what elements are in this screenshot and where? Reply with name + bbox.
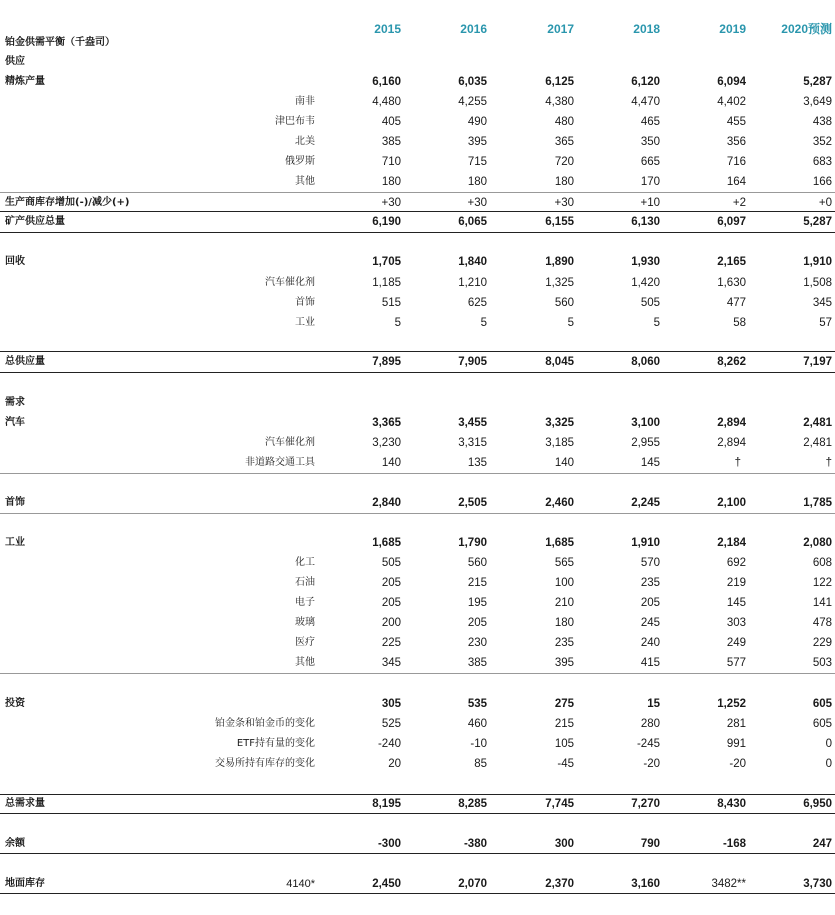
cell-value: 8,262 (717, 356, 746, 368)
cell-value: 2,840 (372, 497, 401, 509)
cell-value: 15 (647, 698, 660, 710)
table-row (0, 453, 835, 473)
cell-value: 219 (726, 577, 746, 589)
cell-value: 356 (726, 136, 746, 148)
cell-value: 991 (726, 738, 746, 750)
cell-value: 3,100 (631, 417, 660, 429)
row-label: 余额 (5, 838, 25, 849)
row-label: 矿产供应总量 (5, 216, 65, 227)
cell-value: 2,070 (458, 878, 487, 890)
cell-value: -245 (636, 738, 660, 750)
cell-value: 180 (554, 176, 574, 188)
cell-value: +0 (818, 197, 832, 209)
cell-value: 195 (467, 597, 487, 609)
table-row (0, 553, 835, 573)
cell-value: -10 (470, 738, 487, 750)
cell-value: 6,130 (631, 216, 660, 228)
row-label: 汽车催化剂 (265, 277, 315, 288)
cell-value: 210 (554, 597, 574, 609)
year-header: 2020预测 (781, 22, 832, 36)
cell-value: 2,894 (717, 437, 746, 449)
cell-value: 3,325 (545, 417, 574, 429)
row-label: 汽车催化剂 (265, 437, 315, 448)
cell-value: 303 (726, 617, 746, 629)
cell-value: 3482** (711, 878, 746, 890)
cell-value: 229 (812, 637, 832, 649)
cell-value: 85 (474, 758, 487, 770)
cell-value: 560 (554, 297, 574, 309)
cell-value: 1,685 (372, 537, 401, 549)
year-header: 2017 (547, 22, 574, 36)
cell-value: 5,287 (803, 76, 832, 88)
table-row (0, 834, 835, 854)
cell-value: 5 (480, 317, 487, 329)
cell-value: 166 (812, 176, 832, 188)
cell-value: 145 (640, 457, 660, 469)
cell-value: 2,245 (631, 497, 660, 509)
cell-value: 3,160 (631, 878, 660, 890)
cell-value: 6,190 (372, 216, 401, 228)
cell-value: 4,380 (545, 96, 574, 108)
cell-value: 57 (819, 317, 832, 329)
cell-value: 716 (726, 156, 746, 168)
cell-value: 395 (554, 657, 574, 669)
row-label: 俄罗斯 (285, 156, 315, 167)
year-header: 2018 (633, 22, 660, 36)
cell-value: 790 (640, 838, 660, 850)
cell-value: 58 (733, 317, 746, 329)
cell-value: 345 (381, 657, 401, 669)
table-row (0, 573, 835, 593)
divider (0, 853, 835, 854)
cell-value: 141 (812, 597, 832, 609)
cell-value: 1,910 (803, 256, 832, 268)
table-row (0, 313, 835, 333)
cell-value: 1,785 (803, 497, 832, 509)
row-label: 医疗 (295, 637, 315, 648)
table-row (0, 874, 835, 894)
cell-value: 8,045 (545, 356, 574, 368)
cell-value: -240 (377, 738, 401, 750)
cell-value: 605 (812, 698, 832, 710)
divider (0, 813, 835, 814)
cell-value: 570 (640, 557, 660, 569)
cell-value: 5 (567, 317, 574, 329)
cell-value: 3,730 (803, 878, 832, 890)
cell-value: 6,125 (545, 76, 574, 88)
cell-value: 352 (812, 136, 832, 148)
year-header: 2019 (719, 22, 746, 36)
cell-value: 7,270 (631, 798, 660, 810)
cell-value: 490 (467, 116, 487, 128)
cell-value: 2,505 (458, 497, 487, 509)
cell-value: 385 (467, 657, 487, 669)
cell-value: 6,120 (631, 76, 660, 88)
cell-value: † (825, 457, 832, 469)
cell-value: 1,508 (803, 277, 832, 289)
cell-value: 8,060 (631, 356, 660, 368)
cell-value: 7,745 (545, 798, 574, 810)
row-label: 汽车 (5, 417, 25, 428)
cell-value: 7,197 (803, 356, 832, 368)
cell-value: 4,480 (372, 96, 401, 108)
demand-section-row (0, 393, 835, 413)
cell-value: 170 (640, 176, 660, 188)
cell-value: 710 (381, 156, 401, 168)
cell-value: 3,455 (458, 417, 487, 429)
cell-value: -20 (729, 758, 746, 770)
supply-section-row (0, 52, 835, 72)
row-label: 北美 (295, 136, 315, 147)
cell-value: 100 (554, 577, 574, 589)
cell-value: 625 (467, 297, 487, 309)
cell-value: 2,955 (631, 437, 660, 449)
table-row (0, 613, 835, 633)
row-label: 南非 (295, 96, 315, 107)
cell-value: † (734, 457, 741, 469)
row-label: 其他 (295, 176, 315, 187)
cell-value: 140 (381, 457, 401, 469)
table-row (0, 794, 835, 814)
cell-value: 2,165 (717, 256, 746, 268)
divider (0, 473, 835, 474)
cell-value: 535 (467, 698, 487, 710)
cell-value: 2,450 (372, 878, 401, 890)
cell-value: 345 (812, 297, 832, 309)
cell-value: 6,950 (803, 798, 832, 810)
cell-value: 1,630 (717, 277, 746, 289)
cell-value: 3,230 (372, 437, 401, 449)
cell-value: +30 (467, 197, 487, 209)
cell-value: 235 (554, 637, 574, 649)
cell-value: 415 (640, 657, 660, 669)
cell-value: 560 (467, 557, 487, 569)
table-row (0, 533, 835, 553)
table-row (0, 694, 835, 714)
cell-value: 180 (381, 176, 401, 188)
cell-value: 720 (554, 156, 574, 168)
table-row (0, 132, 835, 152)
cell-value: 2,460 (545, 497, 574, 509)
row-label: 津巴布韦 (275, 116, 315, 127)
table-row (0, 593, 835, 613)
year-header: 2016 (460, 22, 487, 36)
cell-value: 205 (381, 597, 401, 609)
cell-value: 1,840 (458, 256, 487, 268)
row-label: 首饰 (295, 297, 315, 308)
cell-value: 105 (554, 738, 574, 750)
cell-value: 365 (554, 136, 574, 148)
cell-value: 2,894 (717, 417, 746, 429)
table-row (0, 212, 835, 232)
cell-value: 2,370 (545, 878, 574, 890)
cell-value: 3,315 (458, 437, 487, 449)
cell-value: 6,155 (545, 216, 574, 228)
cell-value: 1,790 (458, 537, 487, 549)
divider (0, 513, 835, 514)
year-header: 2015 (374, 22, 401, 36)
cell-value: 2,184 (717, 537, 746, 549)
table-row (0, 433, 835, 453)
cell-value: 7,905 (458, 356, 487, 368)
cell-value: +2 (732, 197, 746, 209)
table-row (0, 152, 835, 172)
cell-value: 122 (812, 577, 832, 589)
cell-value: 215 (554, 718, 574, 730)
cell-value: 249 (726, 637, 746, 649)
table-row (0, 714, 835, 734)
row-label: 石油 (295, 577, 315, 588)
row-label: 非道路交通工具 (245, 457, 315, 468)
table-row (0, 172, 835, 192)
row-label: 总供应量 (5, 356, 45, 367)
cell-value: 247 (812, 838, 832, 850)
cell-value: 665 (640, 156, 660, 168)
cell-value: 525 (381, 718, 401, 730)
cell-value: 385 (381, 136, 401, 148)
row-label: 投资 (5, 698, 25, 709)
table-row (0, 754, 835, 774)
row-label: 工业 (5, 537, 25, 548)
row-label: 总需求量 (5, 798, 45, 809)
row-label: 工业 (295, 317, 315, 328)
cell-value: 1,420 (631, 277, 660, 289)
cell-value: 205 (381, 577, 401, 589)
cell-value: 6,094 (717, 76, 746, 88)
cell-value: 8,285 (458, 798, 487, 810)
cell-value: 230 (467, 637, 487, 649)
table-row (0, 72, 835, 92)
row-label: 电子 (295, 597, 315, 608)
cell-value: 300 (554, 838, 574, 850)
cell-value: 465 (640, 116, 660, 128)
cell-value: 515 (381, 297, 401, 309)
cell-value: 395 (467, 136, 487, 148)
cell-value: 460 (467, 718, 487, 730)
cell-value: 164 (726, 176, 746, 188)
cell-value: 1,185 (372, 277, 401, 289)
cell-value: 1,705 (372, 256, 401, 268)
cell-value: 1,685 (545, 537, 574, 549)
cell-value: 205 (640, 597, 660, 609)
cell-value: -45 (557, 758, 574, 770)
divider (0, 372, 835, 373)
cell-value: 480 (554, 116, 574, 128)
table-row (0, 193, 835, 213)
table-row (0, 352, 835, 372)
cell-value: 6,097 (717, 216, 746, 228)
divider (0, 893, 835, 894)
cell-value: -168 (722, 838, 746, 850)
cell-value: 608 (812, 557, 832, 569)
cell-value: 692 (726, 557, 746, 569)
cell-value: 135 (467, 457, 487, 469)
cell-value: 5 (653, 317, 660, 329)
table-title: 铂金供需平衡（千盎司） (5, 37, 115, 48)
row-label: 玻璃 (295, 617, 315, 628)
row-label: 地面库存 (5, 878, 45, 889)
cell-value: 215 (467, 577, 487, 589)
cell-value: +30 (381, 197, 401, 209)
cell-value: 2,080 (803, 537, 832, 549)
cell-value: 6,035 (458, 76, 487, 88)
cell-value: 0 (825, 738, 832, 750)
cell-value: 275 (554, 698, 574, 710)
cell-value: 2,100 (717, 497, 746, 509)
cell-value: 1,325 (545, 277, 574, 289)
cell-value: 205 (467, 617, 487, 629)
cell-value: 4,470 (631, 96, 660, 108)
row-label: 首饰 (5, 497, 25, 508)
table-row (0, 633, 835, 653)
cell-value: 240 (640, 637, 660, 649)
row-label: 生产商库存增加(-)/减少(+) (5, 197, 130, 208)
cell-value: 8,195 (372, 798, 401, 810)
row-label: ETF持有量的变化 (236, 738, 315, 749)
cell-value: -20 (643, 758, 660, 770)
supply-section-label: 供应 (5, 56, 25, 67)
above-ground-base-note: 4140* (286, 878, 315, 890)
row-label: 其他 (295, 657, 315, 668)
cell-value: 605 (812, 718, 832, 730)
table-row (0, 112, 835, 132)
cell-value: 6,160 (372, 76, 401, 88)
cell-value: 180 (467, 176, 487, 188)
cell-value: +10 (640, 197, 660, 209)
cell-value: -300 (377, 838, 401, 850)
cell-value: 477 (726, 297, 746, 309)
cell-value: 5 (394, 317, 401, 329)
cell-value: 478 (812, 617, 832, 629)
cell-value: 455 (726, 116, 746, 128)
cell-value: 1,910 (631, 537, 660, 549)
row-label: 回收 (5, 256, 25, 267)
cell-value: 1,930 (631, 256, 660, 268)
table-row (0, 293, 835, 313)
row-label: 精炼产量 (5, 76, 45, 87)
table-title-row (0, 33, 835, 53)
demand-section-label: 需求 (5, 397, 25, 408)
cell-value: 715 (467, 156, 487, 168)
cell-value: 8,430 (717, 798, 746, 810)
cell-value: 405 (381, 116, 401, 128)
cell-value: 0 (825, 758, 832, 770)
table-row (0, 653, 835, 673)
table-row (0, 92, 835, 112)
cell-value: 20 (388, 758, 401, 770)
cell-value: 2,481 (803, 417, 832, 429)
cell-value: 3,365 (372, 417, 401, 429)
cell-value: 245 (640, 617, 660, 629)
cell-value: 438 (812, 116, 832, 128)
cell-value: 6,065 (458, 216, 487, 228)
cell-value: 565 (554, 557, 574, 569)
cell-value: 4,255 (458, 96, 487, 108)
cell-value: 305 (381, 698, 401, 710)
table-row (0, 413, 835, 433)
cell-value: 505 (381, 557, 401, 569)
cell-value: 503 (812, 657, 832, 669)
cell-value: 7,895 (372, 356, 401, 368)
cell-value: 1,252 (717, 698, 746, 710)
table-row (0, 734, 835, 754)
cell-value: 683 (812, 156, 832, 168)
cell-value: 3,185 (545, 437, 574, 449)
cell-value: -380 (463, 838, 487, 850)
cell-value: 140 (554, 457, 574, 469)
cell-value: 280 (640, 718, 660, 730)
divider (0, 673, 835, 674)
cell-value: 145 (726, 597, 746, 609)
cell-value: 577 (726, 657, 746, 669)
divider (0, 232, 835, 233)
cell-value: 350 (640, 136, 660, 148)
row-label: 交易所持有库存的变化 (215, 758, 315, 769)
cell-value: 281 (726, 718, 746, 730)
table-row (0, 252, 835, 272)
cell-value: 1,890 (545, 256, 574, 268)
cell-value: 225 (381, 637, 401, 649)
cell-value: 235 (640, 577, 660, 589)
cell-value: +30 (554, 197, 574, 209)
row-label: 铂金条和铂金币的变化 (215, 718, 315, 729)
cell-value: 1,210 (458, 277, 487, 289)
cell-value: 2,481 (803, 437, 832, 449)
cell-value: 200 (381, 617, 401, 629)
cell-value: 505 (640, 297, 660, 309)
row-label: 化工 (295, 557, 315, 568)
cell-value: 3,649 (803, 96, 832, 108)
cell-value: 4,402 (717, 96, 746, 108)
table-row (0, 493, 835, 513)
cell-value: 180 (554, 617, 574, 629)
cell-value: 5,287 (803, 216, 832, 228)
table-row (0, 273, 835, 293)
